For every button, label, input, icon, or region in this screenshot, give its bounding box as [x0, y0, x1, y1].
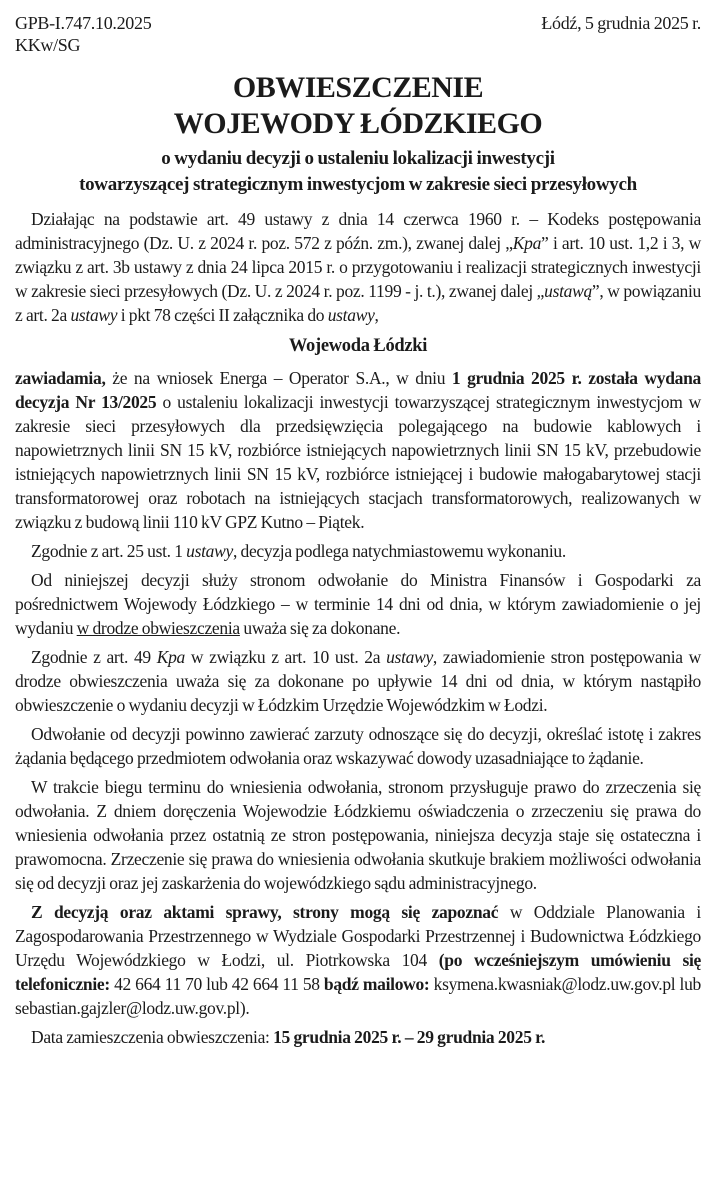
issuer-heading: Wojewoda Łódzki — [288, 336, 428, 356]
paragraph-case-file-access: Z decyzją oraz aktami sprawy, strony mogą się zapoznać w Oddziale Planowania i Zagospodarowania Przestrzennego w Wydziale Gospodarki Przestrzennej i Budownictwa Łódzkiego Urzędu Wojewódzkiego w Łodzi, ul. Piotrkowska 104 (po wcześniejszym umówieniu się telefonicznie: 42 664 11 70 lub 42 664 11 58 bądź mailowo: ksymena.kwasniak@lodz.uw.gov.pl lub sebastian.gajzler@lodz.uw.gov.pl). — [15, 902, 701, 1018]
case-reference-block — [15, 12, 151, 56]
document-header — [15, 12, 701, 56]
document-title — [15, 70, 701, 142]
paragraph-publication-dates: Data zamieszczenia obwieszczenia: 15 grudnia 2025 r. – 29 grudnia 2025 r. — [31, 1027, 546, 1047]
paragraph-legal-basis: Działając na podstawie art. 49 ustawy z dnia 14 czerwca 1960 r. – Kodeks postępowania administracyjnego (Dz. U. z 2024 r. poz. 572 z późn. zm.), zwanej dalej „Kpa” i art. 10 ust. 1,2 i 3, w związku z art. 3b ustawy z dnia 24 lipca 2015 r. o przygotowaniu i realizacji strategicznych inwestycji w zakresie sieci przesyłowych (Dz. U. z 2024 r. poz. 1199 - j. t.), zwanej dalej „ustawą”, w powiązaniu z art. 2a ustawy i pkt 78 części II załącznika do ustawy, — [15, 209, 702, 325]
subtitle-line-1: o wydaniu decyzji o ustaleniu lokalizacji inwestycji — [161, 148, 555, 169]
clerk-initials: KKw/SG — [15, 35, 81, 55]
place-and-date: Łódź, 5 grudnia 2025 r. — [541, 13, 701, 33]
title-line-2: WOJEWODY ŁÓDZKIEGO — [173, 107, 543, 140]
paragraph-immediate-execution: Zgodnie z art. 25 ust. 1 ustawy, decyzja podlega natychmiastowemu wykonaniu. — [31, 541, 566, 561]
paragraph-appeal-content-requirements: Odwołanie od decyzji powinno zawierać zarzuty odnoszące się do decyzji, określać istotę i zakres żądania będącego przedmiotem odwołania oraz wskazywać dowody uzasadniające to żądanie. — [15, 724, 701, 768]
paragraph-notification: zawiadamia, że na wniosek Energa – Operator S.A., w dniu 1 grudnia 2025 r. została wydana decyzja Nr 13/2025 o ustaleniu lokalizacji inwestycji towarzyszącej strategicznym inwestycjom w zakresie sieci przesyłowych dla przedsięwzięcia polegającego na budowie kablowych i napowietrznych linii SN 15 kV, rozbiórce istniejących napowietrznych linii SN 15 kV, przebudowie istniejących napowietrznych linii SN 15 kV, rozbiórce istniejącej i budowie małogabarytowej stacji transformatorowej oraz robotach na istniejących stacjach transformatorowych, realizowanych w związku z budową linii 110 kV GPZ Kutno – Piątek. — [15, 368, 702, 532]
document-subtitle — [15, 146, 701, 198]
paragraph-service-deemed-effective: Zgodnie z art. 49 Kpa w związku z art. 10 ust. 2a ustawy, zawiadomienie stron postępowania w drodze obwieszczenia uważa się za dokonane po upływie 14 dni od dnia, w którym nastąpiło obwieszczenie o wydaniu decyzji w Łódzkim Urzędzie Wojewódzkim w Łodzi. — [15, 647, 701, 715]
title-line-1: OBWIESZCZENIE — [232, 71, 484, 104]
paragraph-appeal-waiver: W trakcie biegu terminu do wniesienia odwołania, stronom przysługuje prawo do zrzeczenia się odwołania. Z dniem doręczenia Wojewodzie Łódzkiemu oświadczenia o zrzeczeniu się prawa do wniesienia odwołania przez ostatnią ze stron postępowania, niniejsza decyzja staje się ostateczna i prawomocna. Zrzeczenie się prawa do wniesienia odwołania skutkuje brakiem możliwości odwołania się od decyzji oraz jej zaskarżenia do wojewódzkiego sądu administracyjnego. — [15, 777, 701, 893]
paragraph-appeal-right: Od niniejszej decyzji służy stronom odwołanie do Ministra Finansów i Gospodarki za pośrednictwem Wojewody Łódzkiego – w terminie 14 dni od dnia, w którym zawiadomienie o jej wydaniu w drodze obwieszczenia uważa się za dokonane. — [15, 570, 701, 638]
subtitle-line-2: towarzyszącej strategicznym inwestycjom w zakresie sieci przesyłowych — [79, 174, 637, 195]
case-reference-number: GPB-I.747.10.2025 — [15, 13, 152, 33]
